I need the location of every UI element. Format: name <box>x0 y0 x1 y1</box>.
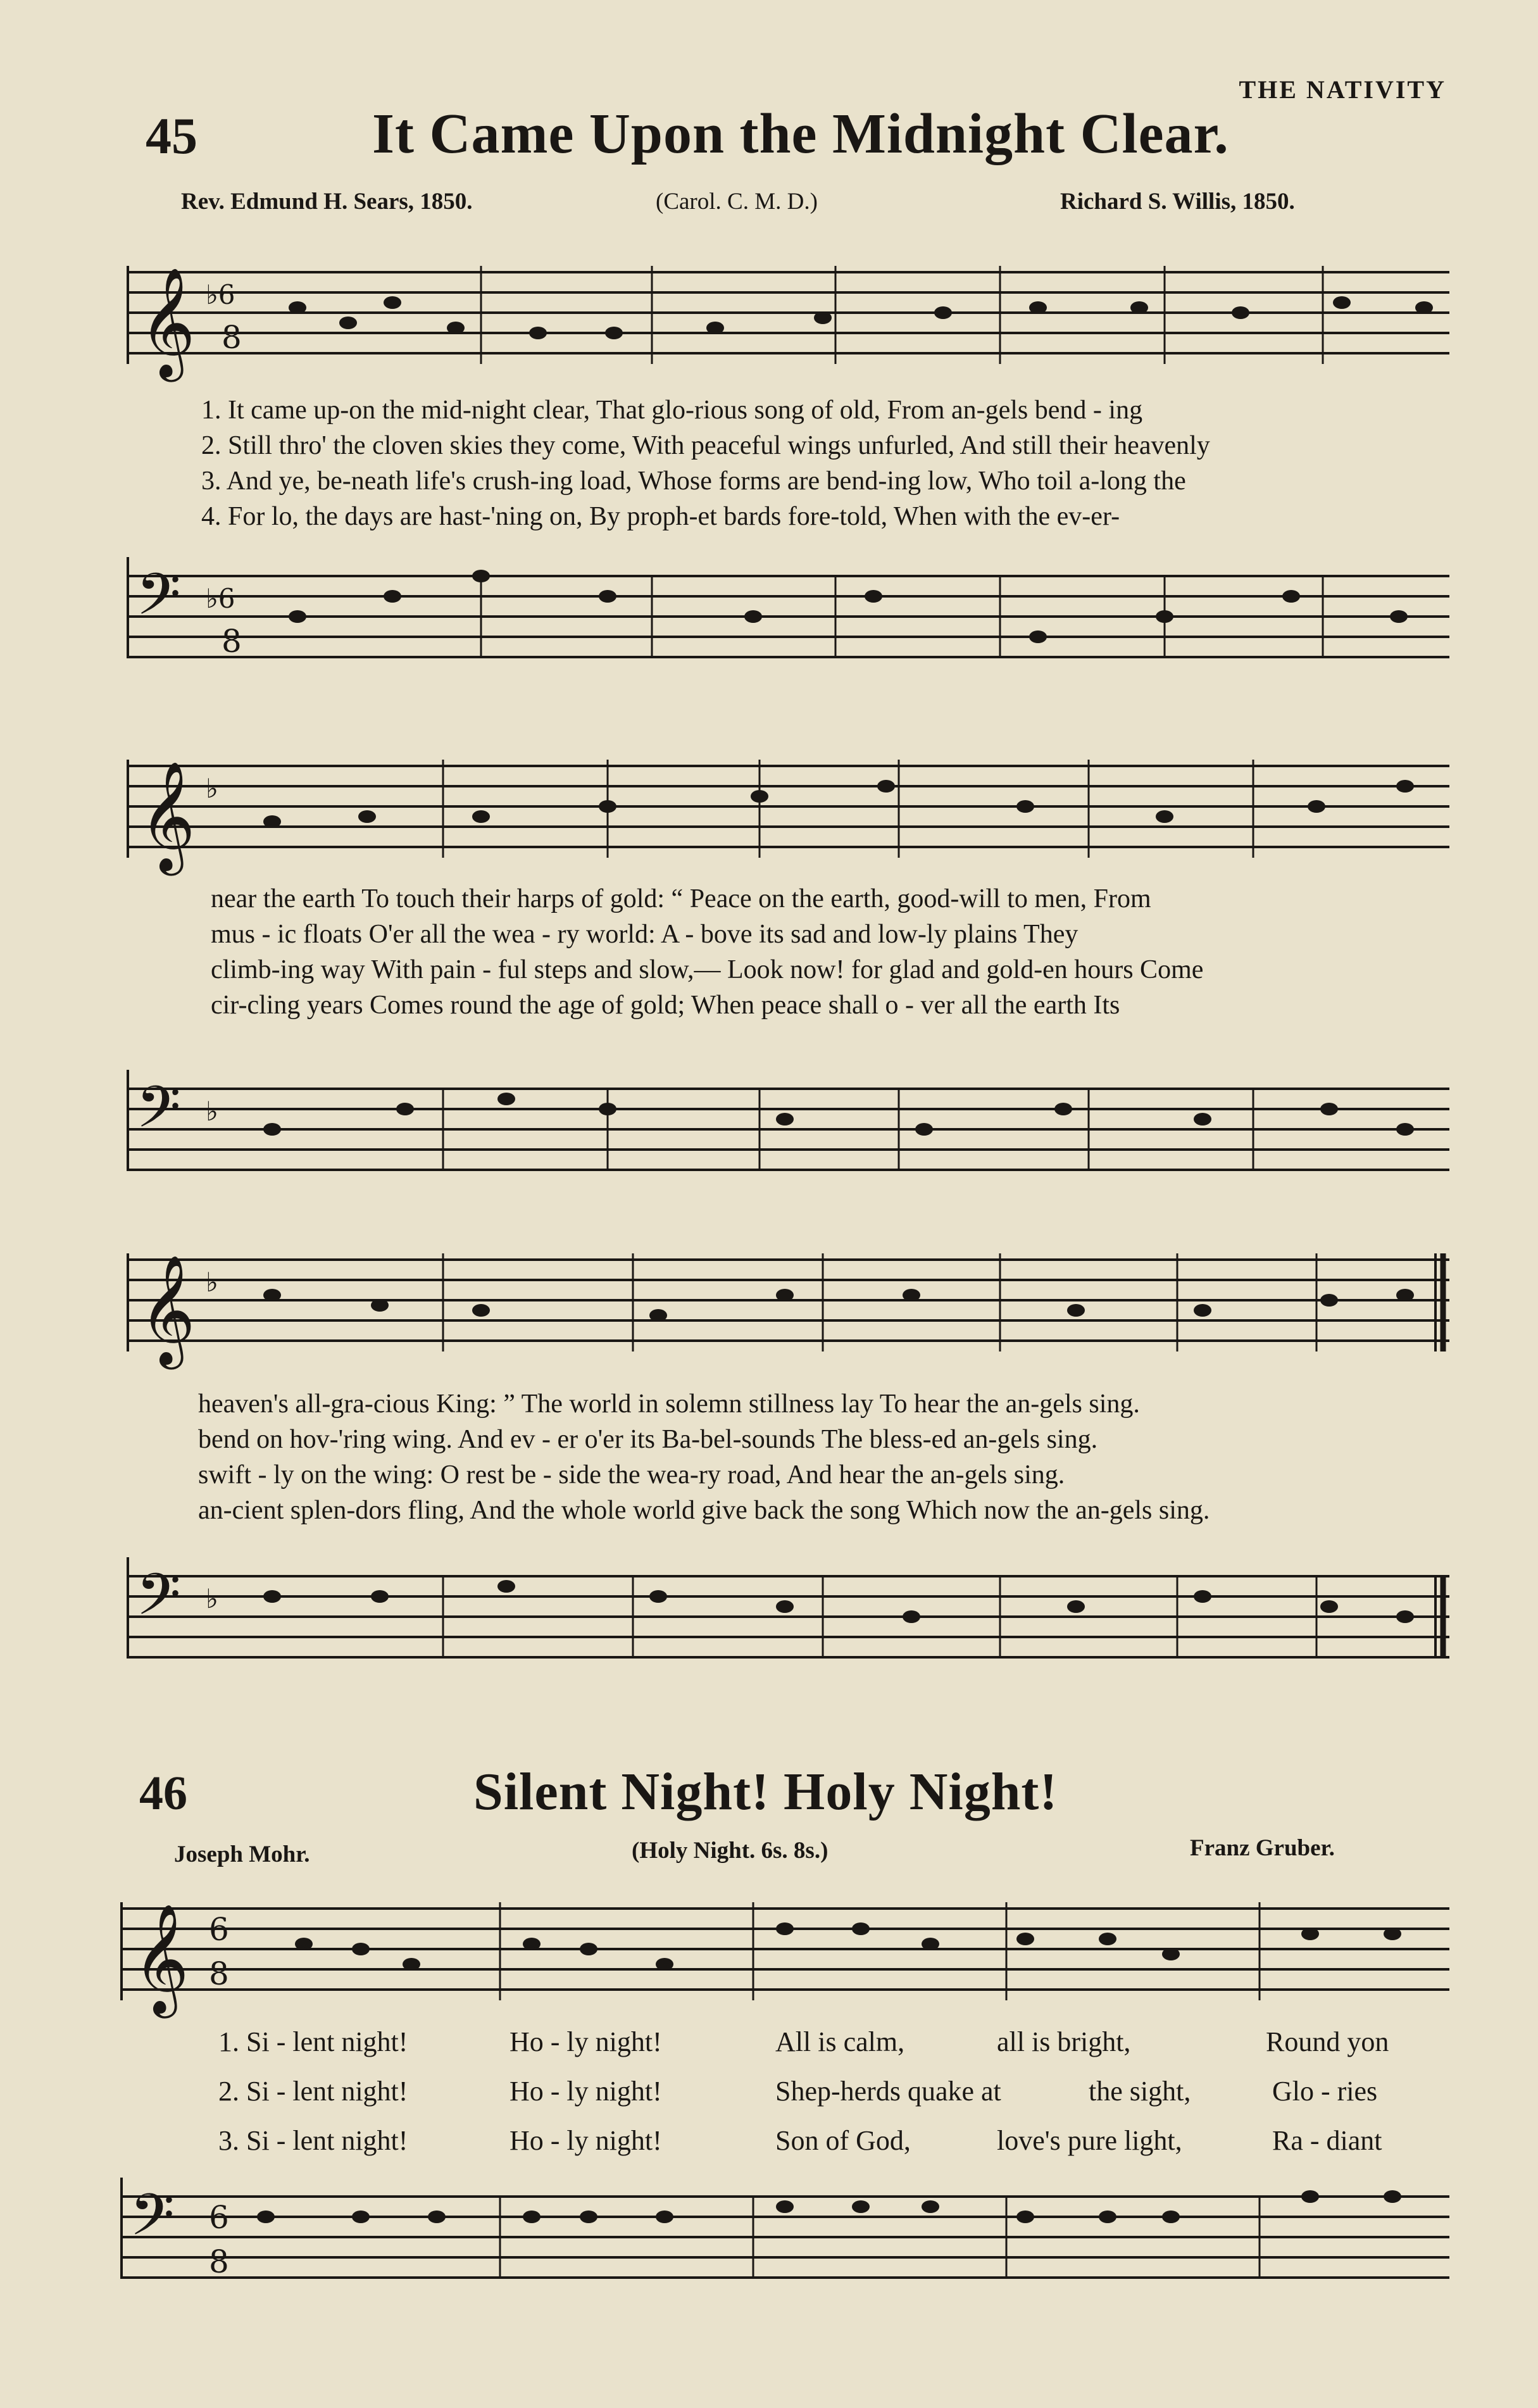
lyric-line: 4. For lo, the days are hast-'ning on, By proph-et bards fore-told, When with the ev-er- <box>201 502 1120 531</box>
treble-staff-system-3 <box>127 1241 1456 1367</box>
treble-staff-system-1 <box>127 253 1456 380</box>
hymn-number: 45 <box>146 107 197 165</box>
lyric-segment: Glo - ries <box>1272 2076 1378 2107</box>
svg-text:𝄞: 𝄞 <box>139 761 196 871</box>
verse-lyrics-system-1 <box>201 392 1210 534</box>
lyric-segment: Ho - ly night! <box>510 2076 662 2107</box>
lyric-line: cir-cling years Comes round the age of gold; When peace shall o - ver all the earth Its <box>211 991 1120 1020</box>
lyric-line: bend on hov-'ring wing. And ev - er o'er its Ba-bel-sounds The bless-ed an-gels sing. <box>198 1425 1098 1454</box>
svg-text:𝄢: 𝄢 <box>136 1074 181 1155</box>
svg-text:𝄞: 𝄞 <box>133 1903 189 2014</box>
hymn-tune: (Holy Night. 6s. 8s.) <box>632 1838 828 1864</box>
lyric-line: 3. And ye, be-neath life's crush-ing load, Whose forms are bend-ing low, Who toil a-long the <box>201 467 1186 496</box>
svg-text:𝄞: 𝄞 <box>139 1255 196 1365</box>
svg-text:8: 8 <box>222 319 242 356</box>
bass-staff-hymn-46 <box>120 2178 1456 2304</box>
svg-text:𝄢: 𝄢 <box>130 2181 175 2262</box>
lyric-segment: all is bright, <box>997 2026 1131 2057</box>
svg-text:♭: ♭ <box>206 773 218 804</box>
lyric-segment: Ho - ly night! <box>510 2125 662 2156</box>
hymn-composer: Richard S. Willis, 1850. <box>1060 189 1295 215</box>
hymn-title: Silent Night! Holy Night! <box>473 1762 1058 1821</box>
lyric-line: 1. It came up-on the mid-night clear, That glo-rious song of old, From an-gels bend - ing <box>201 396 1143 425</box>
svg-text:𝄢: 𝄢 <box>136 1561 181 1642</box>
bass-staff-system-1 <box>127 557 1456 684</box>
lyric-segment: 3. Si - lent night! <box>218 2125 408 2156</box>
lyric-segment: Shep-herds quake at <box>775 2076 1001 2107</box>
hymn-author: Joseph Mohr. <box>174 1841 310 1867</box>
svg-text:𝄢: 𝄢 <box>136 561 181 642</box>
hymn-number: 46 <box>139 1767 187 1820</box>
treble-staff-hymn-46 <box>120 1890 1456 2016</box>
svg-text:8: 8 <box>209 2243 229 2280</box>
lyric-line: near the earth To touch their harps of gold: “ Peace on the earth, good-will to men, From <box>211 884 1151 913</box>
lyric-line: heaven's all-gra-cious King: ” The world in solemn stillness lay To hear the an-gels sing. <box>198 1389 1140 1419</box>
svg-text:𝄞: 𝄞 <box>139 267 196 377</box>
section-label: THE NATIVITY <box>1239 75 1446 104</box>
lyric-line: swift - ly on the wing: O rest be - side the wea-ry road, And hear the an-gels sing. <box>198 1460 1065 1489</box>
svg-text:♭: ♭ <box>206 1583 218 1614</box>
lyric-segment: Son of God, <box>775 2125 911 2156</box>
lyric-segment: Ho - ly night! <box>510 2026 662 2057</box>
hymn-tune: (Carol. C. M. D.) <box>656 189 818 215</box>
verse-lyrics-system-2 <box>211 881 1203 1023</box>
lyric-segment: the sight, <box>1089 2076 1191 2107</box>
verse-lyrics-system-3 <box>198 1386 1210 1528</box>
lyric-line: 2. Still thro' the cloven skies they come, With peaceful wings unfurled, And still their heavenly <box>201 431 1210 460</box>
lyric-segment: 1. Si - lent night! <box>218 2026 408 2057</box>
svg-text:♭6: ♭6 <box>206 583 235 614</box>
lyric-line: climb-ing way With pain - ful steps and slow,— Look now! for glad and gold-en hours Come <box>211 955 1204 984</box>
hymn-author: Rev. Edmund H. Sears, 1850. <box>181 189 473 215</box>
hymn-title: It Came Upon the Midnight Clear. <box>372 103 1229 165</box>
bass-staff-system-3 <box>127 1557 1456 1684</box>
svg-text:6: 6 <box>209 2199 229 2236</box>
lyric-segment: 2. Si - lent night! <box>218 2076 408 2107</box>
svg-text:♭: ♭ <box>206 1096 218 1127</box>
hymn-composer: Franz Gruber. <box>1190 1835 1335 1861</box>
svg-text:8: 8 <box>222 623 242 660</box>
lyric-segment: Round yon <box>1266 2026 1389 2057</box>
bass-staff-system-2 <box>127 1070 1456 1196</box>
lyric-line: mus - ic floats O'er all the wea - ry world: A - bove its sad and low-ly plains They <box>211 920 1078 949</box>
lyric-segment: love's pure light, <box>997 2125 1182 2156</box>
treble-staff-system-2 <box>127 747 1456 874</box>
lyric-segment: Ra - diant <box>1272 2125 1382 2156</box>
svg-text:6: 6 <box>209 1911 229 1948</box>
svg-text:♭6: ♭6 <box>206 279 235 310</box>
svg-text:♭: ♭ <box>206 1267 218 1298</box>
svg-text:8: 8 <box>209 1955 229 1992</box>
lyric-line: an-cient splen-dors fling, And the whole world give back the song Which now the an-gels sing. <box>198 1496 1210 1525</box>
lyric-segment: All is calm, <box>775 2026 905 2057</box>
